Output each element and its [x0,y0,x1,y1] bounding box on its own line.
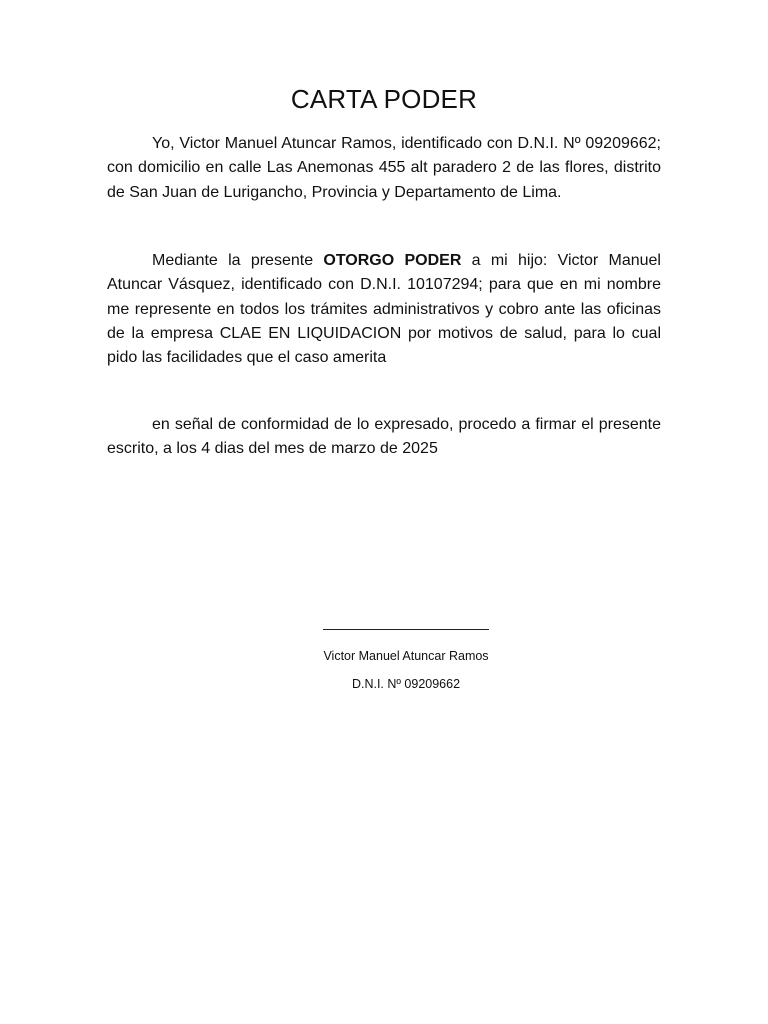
paragraph-grant-body: a mi hijo: Victor Manuel Atuncar Vásquez, identificado con D.N.I. 10107294; para que en mi nombre me represente en todos los trámites administrativos y cobro ante las oficinas de la empresa CLAE EN LIQUIDACION por motivos de salud, para lo cual pido las facilidades que el caso amerita [107,252,661,367]
paragraph-declarant [107,132,661,205]
paragraph-grant-bold: OTORGO PODER [323,252,462,269]
signature-block [256,616,556,691]
paragraph-declarant-text: Yo, Victor Manuel Atuncar Ramos, identificado con D.N.I. Nº 09209662; con domicilio en calle Las Anemonas 455 alt paradero 2 de las flores, distrito de San Juan de Lurigancho, Provincia y Departamento de Lima. [107,135,661,201]
signature-dni: D.N.I. Nº 09209662 [351,677,461,691]
paragraph-conformity [107,413,661,462]
document-title: CARTA PODER [290,84,478,114]
paragraph-grant-intro: Mediante la presente [152,252,324,269]
paragraph-conformity-text: en señal de conformidad de lo expresado, procedo a firmar el presente escrito, a los 4 dias del mes de marzo de 2025 [107,416,661,458]
paragraph-grant [107,249,661,370]
signature-line [323,616,489,630]
signature-name: Victor Manuel Atuncar Ramos [323,649,489,663]
